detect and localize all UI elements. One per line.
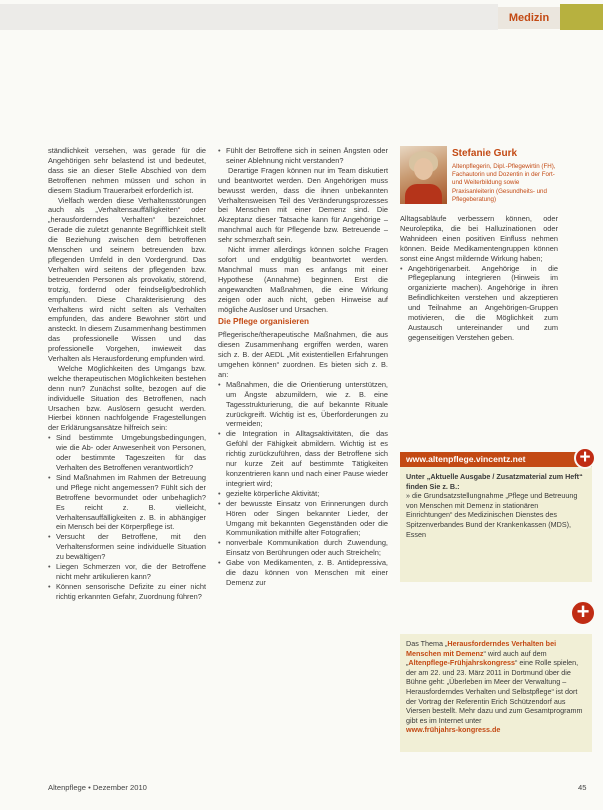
header-grey-band — [0, 4, 498, 30]
author-bio: Altenpflegerin, Dipl.-Pflegewirtin (FH), Fachautorin und Dozentin in der Fort- und Weiterbildung sowie Praxisanleiterin (Gesundheits- und Pflegeberatung) — [452, 163, 556, 203]
event-highlight: Altenpflege-Frühjahrskongress — [408, 658, 516, 668]
author-box — [400, 146, 560, 210]
list-item: • Sind Maßnahmen im Rahmen der Betreuung und Pflege nicht angemessen? Fühlt sich der Betroffene bevormundet oder unbehaglich? Es reicht z. B. vielleicht, Verhaltensauffälligkeiten z. B. in abhängiger ein Mensch bei der Körperpflege ist. — [48, 473, 206, 532]
page-number: 45 — [578, 783, 587, 792]
paragraph: Vielfach werden diese Verhaltensstörungen auch als „Verhaltensauffälligkeiten“ oder „herausforderndes Verhalten“ bezeichnet. Gerade die zuletzt genannte Begrifflichkeit stellt die Beziehung zwischen dem betroffenen Menschen und seinem betreuenden bzw. pflegenden Umfeld in den Vordergrund. Das Verhalten wird seitens der pflegenden bzw. betreuenden Personen als provokativ, störend, trotzig, fordernd oder feindselig/bedrohlich empfunden. Diese Charakterisierung des Verhaltens wird nicht selten als Verhalten empfunden, das andere Bewohner stört und ansteckt. In diesem Zusammenhang bestimmen das professionelle Wissen und das professionelle Vorgehen, inwieweit das Verhalten als Herausforderung empfunden wird. — [48, 195, 206, 364]
paragraph: ständlichkeit versehen, was gerade für die Angehörigen sehr belastend ist und bedeutet, dass sie an dieser Stelle Abschied von dem Betroffenen nehmen müssen und schon in diesem Stadium Trauerarbeit erforderlich ist. — [48, 146, 206, 195]
footer-publication: Altenpflege • Dezember 2010 — [48, 783, 147, 792]
paragraph: Nicht immer allerdings können solche Fragen sofort und endgültig beantwortet werden. Manchmal muss man es anfangs mit einer Hypothese (Annahme) beginnen. Erst die angewandten Maßnahmen, die eine Wirkung zeigen oder auch nicht, geben Hinweise auf mögliche Auslöser und Ursachen. — [218, 245, 388, 314]
section-label: Medizin — [498, 7, 560, 29]
plus-icon: + — [570, 600, 596, 626]
plus-icon: + — [574, 447, 596, 469]
list-item: • Sind bestimmte Umgebungsbedingungen, wie die Ab- oder Anwesenheit von Personen, oder bestimmte Tageszeiten für das Verhalten des Betroffenen verantwortlich? — [48, 433, 206, 473]
article-column-1 — [48, 146, 206, 602]
measures-list — [218, 380, 388, 588]
congress-link[interactable]: www.frühjahrs-kongress.de — [406, 725, 501, 735]
online-info-box — [400, 447, 592, 582]
list-item: • Angehörigenarbeit. Angehörige in die Pflegeplanung integrieren (Hinweis im organizierte machen). Angehörige in ihren Befindlichkeiten verstehen und akzeptieren und Teilnahme an Angehörigen-Gruppen motivieren, die die Möglichkeit zum Austausch untereinander und zum gegenseitigen Verstehen geben. — [400, 264, 558, 343]
congress-info-box — [400, 634, 592, 752]
list-item: • Können sensorische Defizite zu einer nicht richtig erkannten Gefahr, Zuordnung führen? — [48, 582, 206, 602]
list-item: • die Integration in Alltagsaktivitäten, die das Gefühl der Fähigkeit abmildern. Wichtig ist es richtig zurückzuführen, dass der Betroffene sich nur kurze Zeit auf bestimmte Tätigkeiten konzentrieren kann und nach einer Pause wieder integriert wird; — [218, 429, 388, 488]
header-accent-block — [560, 4, 603, 30]
question-list — [48, 433, 206, 601]
list-item: • nonverbale Kommunikation durch Zuwendung, Einsatz von Berührungen oder auch Streicheln; — [218, 538, 388, 558]
article-column-2 — [218, 146, 388, 588]
paragraph: Alltagsabläufe verbessern können, oder Neuroleptika, die bei Halluzinationen oder Wahnideen einen positiven Einfluss nehmen können. Beide Medikamentengruppen können sonst eine Angst mildernde Wirkung haben; — [400, 214, 558, 263]
list-item: • Fühlt der Betroffene sich in seinen Ängsten oder seiner Ablehnung nicht verstanden? — [218, 146, 388, 166]
list-item: • gezielte körperliche Aktivität; — [218, 489, 388, 499]
author-name: Stefanie Gurk — [452, 148, 518, 159]
box-title-link[interactable]: www.altenpflege.vincentz.net — [400, 452, 592, 467]
list-item: • Versucht der Betroffene, mit den Verhaltensformen seine individuelle Situation zu bewältigen? — [48, 532, 206, 562]
article-column-3 — [400, 214, 558, 343]
box-list-item: » die Grundsatzstellungnahme „Pflege und Betreuung von Menschen mit Demenz in stationären Einrichtungen“ des Medizinischen Dienstes des Spitzenverbandes Bund der Krankenkassen (MDS), Essen — [406, 491, 578, 539]
measures-list-continued — [400, 264, 558, 343]
list-item: • Maßnahmen, die die Orientierung unterstützen, um Ängste abzumildern, wie z. B. eine Tagesstrukturierung, die auf bekannte Rituale zurückgreift. Wichtig ist es, Überforderungen zu vermeiden; — [218, 380, 388, 430]
paragraph: Derartige Fragen können nur im Team diskutiert und beantwortet werden. Den Angehörigen muss bewusst werden, dass die ihnen unbekannten Verhaltensweisen Teil des Veränderungsprozesses bei Menschen mit einer Demenz sind. Die Akzeptanz dieser Tatsache kann für Angehörige – manchmal auch für Pflegende bzw. Betreuende – sehr schmerzhaft sein. — [218, 165, 388, 245]
question-list-continued — [218, 146, 388, 166]
paragraph: Pflegerische/therapeutische Maßnahmen, die aus diesen Zusammenhang ergriffen werden, waren sich z. B. der AEDL „Mit existentiellen Erfahrungen umgehen können“ zuordnen. Es bieten sich z. B. an: — [218, 330, 388, 379]
list-item: • Gabe von Medikamenten, z. B. Antidepressiva, die dazu können von Menschen mit einer Demenz zur — [218, 558, 388, 588]
congress-text: Das Thema „Herausforderndes Verhalten bei Menschen mit Demenz“ wird auch auf dem „Altenpflege-Frühjahrskongress“ eine Rolle spielen, der am 22. und 23. März 2011 in Dortmund über die Bühne geht: „Überleben im Meer der Verwaltung – Herausforderndes Verhalten und Selbstpflege“ ist dort der Vortrag der Referentin Erich Schützendorf aus Viersen bestellt. Mehr dazu und zum Gesamtprogramm gibt es im Internet unter www.frühjahrs-kongress.de — [406, 639, 583, 735]
author-photo — [400, 146, 447, 204]
list-item: • der bewusste Einsatz von Erinnerungen durch Hören oder Singen bekannter Lieder, der Umgang mit bekannten Gegenständen oder die Kommunikation mithilfe alter Fotografien; — [218, 499, 388, 539]
topic-highlight: Herausforderndes Verhalten bei Menschen mit Demenz — [406, 639, 557, 658]
section-header-bar — [0, 0, 603, 36]
box-intro: Unter „Aktuelle Ausgabe / Zusatzmaterial zum Heft“ finden Sie z. B.: — [406, 472, 583, 491]
list-item: • Liegen Schmerzen vor, die der Betroffene nicht mehr artikulieren kann? — [48, 562, 206, 582]
paragraph: Welche Möglichkeiten des Umgangs bzw. welche therapeutischen Möglichkeiten bestehen denn nun? Zunächst sollte, bezogen auf die individuelle Situation des Betroffenen, nach Ursachen bzw. Auslösern gesucht werden. Hierbei können nachfolgende Fragestellungen der Erklärungsansätze hilfreich sein: — [48, 363, 206, 433]
section-heading: Die Pflege organisieren — [218, 317, 310, 327]
